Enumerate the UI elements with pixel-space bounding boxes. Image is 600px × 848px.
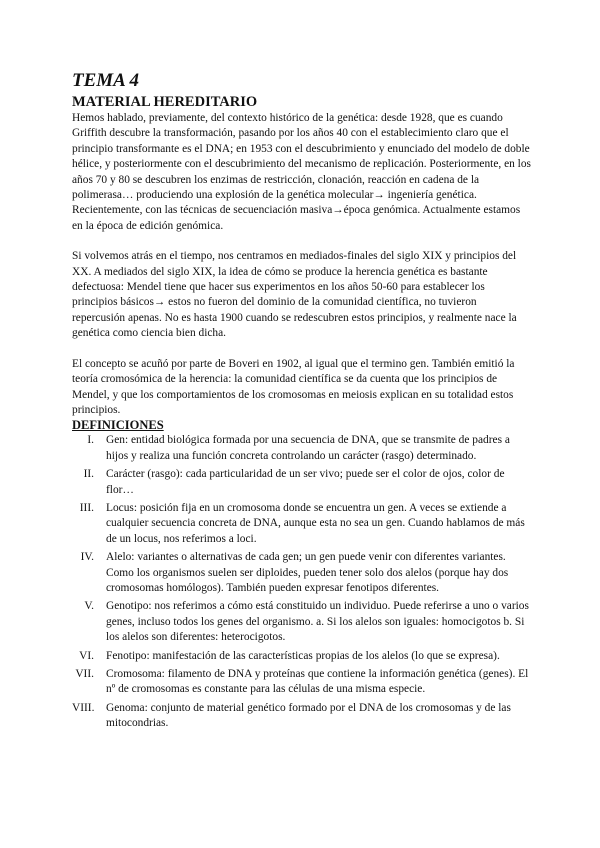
definition-number: VIII. — [72, 701, 95, 714]
definitions-list — [72, 433, 532, 731]
definition-number: II. — [83, 468, 94, 481]
definition-item — [72, 550, 532, 596]
paragraph-history: Hemos hablado, previamente, del contexto histórico de la genética: desde 1928, que es cuando Griffith descubre la transformación, pasando por los años 40 con el establecimiento claro que el principio transformante es el DNA; en 1953 con el descubrimiento y enunciado del modelo de doble hélice, y posteriormente con el descubrimiento del mecanismo de replicación. Posteriormente, en los años 70 y 80 se descubren los enzimas de restricción, clonación, reacción en cadena de la polimerasa… produciendo una explosión de la genética molecular→ ingeniería genética. Recientemente, con las técnicas de secuenciación masiva→época genómica. Actualmente estamos en la época de edición genómica. — [72, 112, 531, 232]
definition-text: Carácter (rasgo): cada particularidad de un ser vivo; puede ser el color de ojos, color de flor… — [106, 468, 505, 496]
definition-item — [72, 649, 532, 664]
definition-text: Cromosoma: filamento de DNA y proteínas que contiene la información genética (genes). El nº de cromosomas es constante para las células de una misma especie. — [106, 668, 529, 696]
definition-text: Gen: entidad biológica formada por una secuencia de DNA, que se transmite de padres a hijos y realiza una función concreta controlando un carácter (rasgo) determinado. — [106, 434, 510, 462]
definition-item — [72, 599, 532, 645]
definition-item — [72, 501, 532, 547]
definition-number: VI. — [79, 649, 94, 662]
definition-number: III. — [79, 501, 94, 514]
definition-text: Genotipo: nos referimos a cómo está constituido un individuo. Puede referirse a uno o varios genes, incluso todos los genes del organismo. a. Si los alelos son iguales: homocigotos b. Si los alelos son diferentes: heterocigotos. — [106, 600, 529, 644]
definition-text: Genoma: conjunto de material genético formado por el DNA de los cromosomas y de las mitocondrias. — [106, 701, 511, 730]
definition-number: VII. — [75, 668, 94, 680]
definition-item — [72, 467, 532, 498]
paragraph-boveri: El concepto se acuñó por parte de Boveri en 1902, al igual que el termino gen. También emitió la teoría cromosómica de la herencia: la comunidad científica se da cuenta que los principios de Mendel, y que los comportamientos de los cromosomas en meiosis explican en su totalidad estos principios. — [72, 357, 515, 416]
definition-item — [72, 433, 532, 464]
definition-text: Alelo: variantes o alternativas de cada gen; un gen puede venir con diferentes variantes. Como los organismos suelen ser diploides, pueden tener solo dos alelos (porque hay dos cromosomas homólogos). También pueden expresar fenotipos diferentes. — [106, 551, 509, 594]
document-title: TEMA 4 — [72, 70, 140, 91]
definition-text: Locus: posición fija en un cromosoma donde se encuentra un gen. A veces se extiende a cualquier secuencia concreta de DNA, aunque esta no sea un gen. Cuando hablamos de más de un locus, nos referimos a loci. — [106, 501, 525, 545]
document-page — [72, 70, 532, 735]
definition-number: I. — [87, 434, 94, 447]
definitions-title: DEFINICIONES — [72, 418, 164, 433]
definition-number: IV. — [80, 551, 94, 564]
section-heading: MATERIAL HEREDITARIO — [72, 94, 258, 110]
definition-item — [72, 701, 532, 732]
definition-text: Fenotipo: manifestación de las características propias de los alelos (lo que se expresa). — [106, 649, 500, 662]
paragraph-mendel: Si volvemos atrás en el tiempo, nos centramos en mediados-finales del siglo XIX y principios del XX. A mediados del siglo XIX, la idea de cómo se produce la herencia genética es bastante defectuosa: Mendel tiene que hacer sus experimentos en los años 50-60 para establecer los principios básicos→ estos no fueron del dominio de la comunidad científica, no tuvieron repercusión apenas. No es hasta 1900 cuando se redescubren estos principios, y realmente nace la genética como ciencia bien dicha. — [72, 250, 517, 340]
definition-number: V. — [84, 600, 94, 613]
definition-item — [72, 667, 532, 698]
